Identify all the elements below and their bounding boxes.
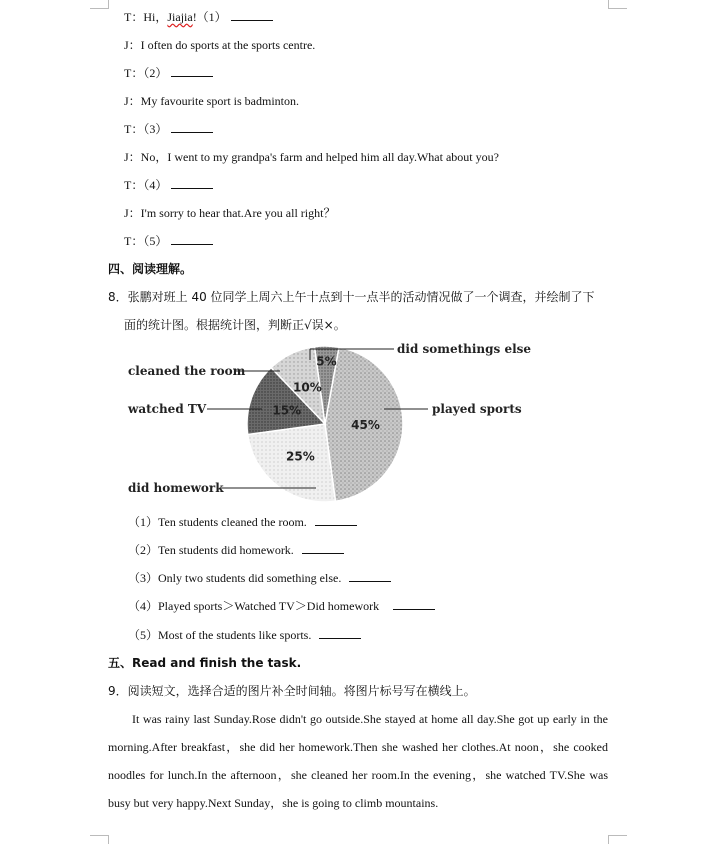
reading-passage: It was rainy last Sunday.Rose didn't go outside.She stayed at home all day.She got up early in the morning.After breakfast，she did her homework.Then she washed her clothes.At noon，she cooked noodles for lunch.In the afternoon，she cleaned her room.In the evening，she watched TV.She was busy but very happy.Next Sunday，she is going to climb mountains. — [108, 712, 608, 810]
speaker: J： — [124, 206, 141, 220]
dialogue-line-1: T：Hi，Jiajia!（1） — [124, 9, 273, 25]
pie-percent-label: 10% — [293, 380, 322, 395]
label-something-else: did somethings else — [397, 342, 532, 356]
dialogue-line-5: T：（3） — [124, 121, 213, 137]
speaker: T： — [124, 178, 144, 192]
answer-blank[interactable] — [171, 65, 213, 77]
label-cleaned-room: cleaned the room — [128, 364, 246, 378]
q8-item-2: （2）Ten students did homework. — [128, 542, 344, 558]
answer-blank[interactable] — [171, 177, 213, 189]
dialogue-line-4: J：My favourite sport is badminton. — [124, 94, 299, 108]
dialogue-line-2: J：I often do sports at the sports centre. — [124, 38, 316, 52]
answer-blank[interactable] — [319, 627, 361, 639]
answer-blank[interactable] — [393, 598, 435, 610]
speaker: J： — [124, 150, 141, 164]
section-heading-read-finish: 五、Read and finish the task. — [108, 656, 302, 670]
dialogue-line-3: T：（2） — [124, 65, 213, 81]
label-played-sports: played sports — [432, 402, 522, 416]
answer-blank[interactable] — [315, 514, 357, 526]
pie-percent-label: 45% — [351, 417, 380, 432]
question-8-line-1: 8．张鹏对班上 40 位同学上周六上午十点到十一点半的活动情况做了一个调查，并绘制了下 — [108, 290, 595, 304]
pie-percent-label: 5% — [316, 354, 337, 369]
section-heading-reading: 四、阅读理解。 — [108, 262, 193, 276]
dialogue-line-8: J：I'm sorry to hear that.Are you all right？ — [124, 206, 336, 220]
q8-item-3: （3）Only two students did something else. — [128, 570, 391, 586]
answer-blank[interactable] — [231, 9, 273, 21]
q8-item-5: （5）Most of the students like sports. — [128, 627, 361, 643]
label-watched-tv: watched TV — [128, 402, 207, 416]
question-8-line-2: 面的统计图。根据统计图，判断正√误×。 — [124, 318, 346, 332]
q8-item-1: （1）Ten students cleaned the room. — [128, 514, 357, 530]
label-did-homework: did homework — [128, 481, 224, 495]
pie-percent-label: 15% — [272, 403, 302, 418]
answer-blank[interactable] — [302, 542, 344, 554]
answer-blank[interactable] — [171, 121, 213, 133]
q8-item-4: （4）Played sports＞Watched TV＞Did homework — [128, 598, 435, 614]
dialogue-line-7: T：（4） — [124, 177, 213, 193]
speaker: T： — [124, 66, 144, 80]
speaker: J： — [124, 94, 141, 108]
speaker: T： — [124, 122, 144, 136]
pie-percent-label: 25% — [286, 449, 315, 464]
spellcheck-word: Jiajia — [167, 10, 193, 24]
speaker: T： — [124, 10, 144, 24]
answer-blank[interactable] — [171, 233, 213, 245]
speaker: J： — [124, 38, 141, 52]
dialogue-line-6: J：No，I went to my grandpa's farm and helped him all day.What about you? — [124, 150, 499, 164]
dialogue-line-9: T：（5） — [124, 233, 213, 249]
corner-mark-top-left — [90, 0, 109, 9]
answer-blank[interactable] — [349, 570, 391, 582]
speaker: T： — [124, 234, 144, 248]
question-9-title: 9．阅读短文，选择合适的图片补全时间轴。将图片标号写在横线上。 — [108, 684, 476, 698]
corner-mark-top-right — [608, 0, 627, 9]
activity-pie-chart — [0, 340, 712, 510]
